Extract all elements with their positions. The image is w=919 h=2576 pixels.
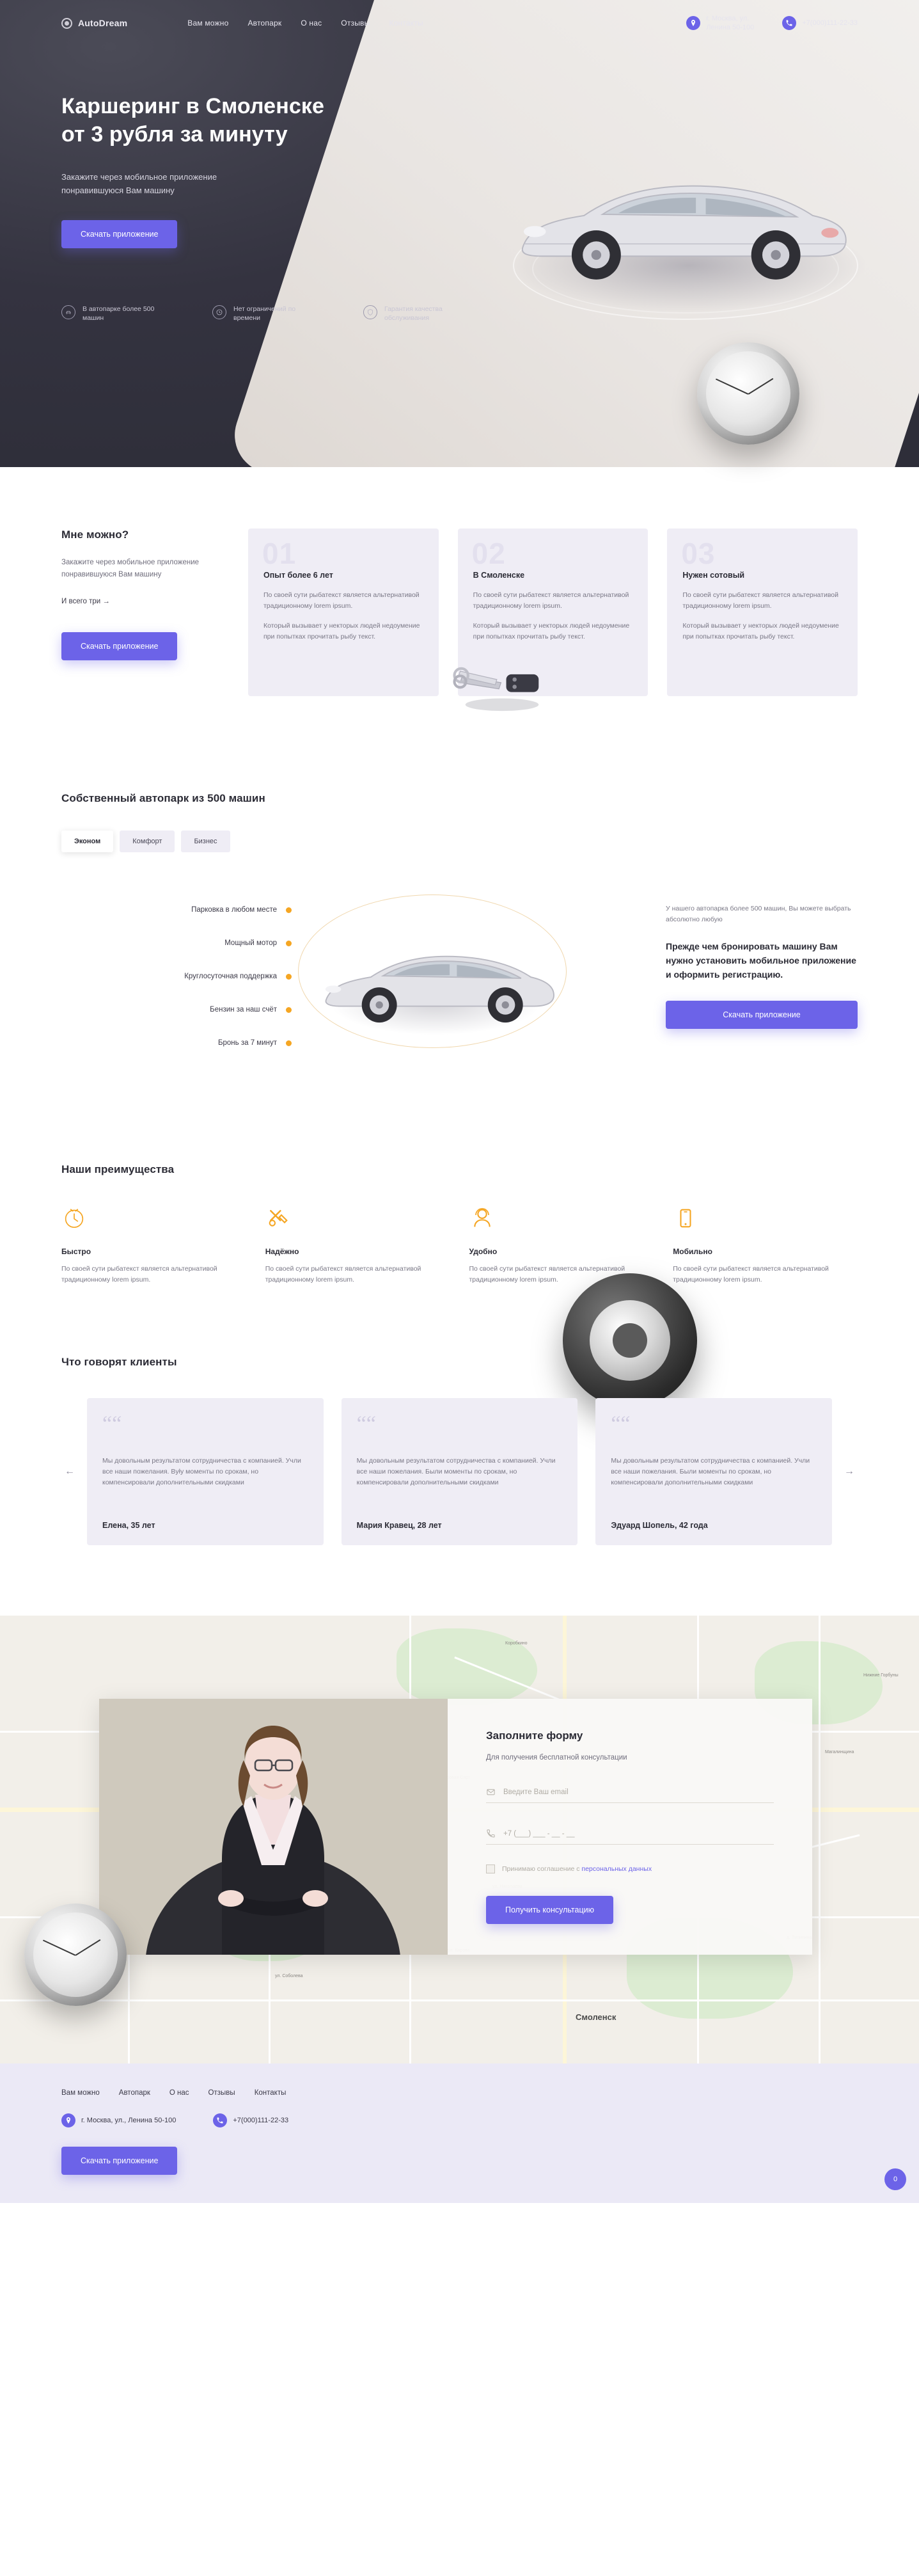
map-label-2: Магалинщина <box>825 1750 854 1754</box>
form-lead: Для получения бесплатной консультации <box>486 1754 627 1761</box>
fleet-download-button[interactable]: Скачать приложение <box>666 1001 858 1029</box>
nav-item-3[interactable]: Отзывы <box>341 19 370 28</box>
advantage-3 <box>673 1205 858 1285</box>
fleet-car-svg <box>311 920 567 1035</box>
page-title <box>61 92 407 148</box>
mobile-phone-icon <box>673 1205 698 1231</box>
about-card-2-p2: Который вызывает у некторых людей недоумение при попытках прочитать рыбу текст. <box>682 622 839 640</box>
footer-link-3[interactable]: Отзывы <box>208 2089 235 2097</box>
fleet-title: Собственный автопарк из 500 машин <box>61 792 265 804</box>
quote-icon: ““ <box>356 1412 376 1436</box>
fleet-section <box>0 696 919 1067</box>
consultation-form-card <box>99 1699 812 1955</box>
consent-row[interactable] <box>486 1864 774 1874</box>
testimonial-1-text: Мы довольным результатом сотрудничества с компанией. Учли все наши пожелания. Были моменты по срокам, но компенсировали дополнительными скидками <box>356 1457 556 1486</box>
main-navigation <box>0 0 919 46</box>
circle-logo-icon <box>61 18 72 29</box>
advantage-0 <box>61 1205 246 1285</box>
testimonial-2-text: Мы довольным результатом сотрудничества с компанией. Учли все наши пожелания. Были моменты по срокам, но компенсировали дополнительными скидками <box>611 1457 810 1486</box>
nav-item-1[interactable]: Автопарк <box>247 19 282 28</box>
footer-link-4[interactable]: Контакты <box>254 2089 287 2097</box>
hero-feature-1-text: Нет ограничений по времени <box>233 305 296 322</box>
advantages-section <box>0 1067 919 1285</box>
advantage-0-title: Быстро <box>61 1247 91 1256</box>
phone-icon <box>486 1829 496 1838</box>
about-card-2-title: Нужен сотовый <box>682 571 745 580</box>
advantage-3-title: Мобильно <box>673 1247 712 1256</box>
tab-business[interactable]: Бизнес <box>181 831 230 852</box>
nav-links <box>187 19 423 28</box>
fleet-note: У нашего автопарка более 500 машин, Вы можете выбрать абсолютно любую <box>666 905 851 923</box>
decorative-clock-top <box>697 342 799 445</box>
phone-field-row <box>486 1822 774 1845</box>
about-card-1-title: В Смоленске <box>473 571 525 580</box>
about-card-0-p1: По своей сути рыбатекст является альтернативой традиционному lorem ipsum. <box>263 591 420 610</box>
header-phone[interactable] <box>782 16 858 30</box>
about-card-1-number: 02 <box>471 537 506 570</box>
consent-prefix: Принимаю соглашение с <box>502 1865 582 1873</box>
about-card-2-p1: По своей сути рыбатекст является альтернативой традиционному lorem ipsum. <box>682 591 839 610</box>
footer-link-2[interactable]: О нас <box>169 2089 189 2097</box>
hero-feature-1 <box>212 305 321 322</box>
testimonial-2 <box>595 1398 832 1545</box>
testimonials-section <box>0 1285 919 1545</box>
testimonials-title: Что говорят клиенты <box>61 1356 177 1368</box>
fleet-car-illustration <box>292 882 666 1067</box>
bullet-dot-icon <box>286 941 292 946</box>
tools-icon <box>265 1205 291 1231</box>
about-card-2-number: 03 <box>681 537 716 570</box>
footer-links <box>61 2089 858 2097</box>
advantages-title: Наши преимущества <box>61 1163 175 1175</box>
nav-item-4[interactable]: Контакты <box>389 19 423 28</box>
consent-text <box>502 1864 652 1874</box>
phone-icon <box>782 16 796 30</box>
header-address-text <box>706 14 754 32</box>
nav-item-2[interactable]: О нас <box>301 19 322 28</box>
footer-address[interactable] <box>61 2113 176 2127</box>
bullet-dot-icon <box>286 974 292 980</box>
clock-icon <box>212 305 226 319</box>
about-description: Закажите через мобильное приложение понравившуюся Вам машину <box>61 559 200 578</box>
about-card-0-title: Опыт более 6 лет <box>263 571 333 580</box>
map-city-label: Смоленск <box>576 2012 617 2022</box>
clock-icon <box>61 1205 87 1231</box>
email-field-row <box>486 1781 774 1803</box>
about-title: Мне можно? <box>61 529 129 541</box>
form-title: Заполните форму <box>486 1729 583 1742</box>
hero-feature-2-text: Гарантия качества обслуживания <box>384 305 443 322</box>
fleet-content <box>61 882 858 1067</box>
support-agent-icon <box>469 1205 495 1231</box>
tab-econom[interactable]: Эконом <box>61 831 113 852</box>
testimonial-2-name: Эдуард Шопель, 42 года <box>611 1521 708 1530</box>
footer-phone[interactable] <box>213 2113 288 2127</box>
advantage-1-text: По своей сути рыбатекст является альтернативой традиционному lorem ipsum. <box>265 1265 421 1284</box>
quote-icon: ““ <box>611 1412 631 1436</box>
advantage-3-text: По своей сути рыбатекст является альтернативой традиционному lorem ipsum. <box>673 1265 829 1284</box>
car-keys-icon <box>448 656 556 714</box>
about-card-0-p2: Который вызывает у некторых людей недоумение при попытках прочитать рыбу текст. <box>263 622 420 640</box>
hero-subtitle: Закажите через мобильное приложение понравившуюся Вам машину <box>61 172 217 195</box>
brand-name: AutoDream <box>78 18 128 28</box>
advantage-2 <box>469 1205 654 1285</box>
advantage-1 <box>265 1205 450 1285</box>
hero-feature-2 <box>363 305 472 322</box>
fleet-feature-0-label: Парковка в любом месте <box>191 906 277 914</box>
fleet-feature-1-label: Мощный мотор <box>224 939 277 947</box>
footer-contacts <box>61 2113 858 2127</box>
bullet-dot-icon <box>286 1007 292 1013</box>
map-label-7: ул. Соболева <box>275 1974 303 1978</box>
fleet-feature-3 <box>61 993 292 1026</box>
about-card-1-p2: Который вызывает у некторых людей недоумение при попытках прочитать рыбу текст. <box>473 622 630 640</box>
hero-car-illustration <box>484 122 893 333</box>
about-left <box>61 529 229 696</box>
fleet-feature-0 <box>61 893 292 926</box>
footer-download-button[interactable]: Скачать приложение <box>61 2147 177 2175</box>
hero-title-line2: от 3 рубля за минуту <box>61 122 288 147</box>
hero-title-line1: Каршеринг в Смоленске <box>61 94 324 118</box>
fleet-right-panel <box>666 882 858 1067</box>
advantage-1-title: Надёжно <box>265 1247 299 1256</box>
clock-hands-bottom <box>24 1904 127 2006</box>
shield-icon <box>363 305 377 319</box>
hero-download-button[interactable]: Скачать приложение <box>61 220 177 248</box>
bullet-dot-icon <box>286 907 292 913</box>
contact-form <box>448 1699 812 1955</box>
testimonials-carousel <box>61 1398 858 1545</box>
map-label-0: Коробкино <box>505 1641 528 1646</box>
arrow-left-icon[interactable]: ← <box>61 1463 78 1480</box>
status-badge[interactable]: 0 <box>884 2168 906 2190</box>
tab-comfort[interactable]: Комфорт <box>120 831 175 852</box>
fleet-feature-2-label: Круглосуточная поддержка <box>184 973 277 980</box>
fleet-feature-4 <box>61 1026 292 1060</box>
consultant-illustration <box>99 1699 448 1955</box>
phone-icon <box>213 2113 227 2127</box>
consultant-photo <box>99 1699 448 1955</box>
envelope-icon <box>486 1787 496 1797</box>
car-icon <box>61 305 75 319</box>
header-phone-text: +7(000)111-22-33 <box>802 19 858 27</box>
consent-checkbox[interactable] <box>486 1864 495 1873</box>
testimonial-0-name: Елена, 35 лет <box>102 1521 155 1530</box>
header-address-line1: г. Москва, ул. <box>706 15 750 22</box>
car-svg <box>497 134 868 294</box>
fleet-feature-3-label: Бензин за наш счёт <box>210 1006 277 1014</box>
testimonial-1-name: Мария Кравец, 28 лет <box>356 1521 442 1530</box>
contact-section <box>0 1616 919 2063</box>
email-field[interactable] <box>503 1788 774 1796</box>
about-card-0 <box>248 529 439 696</box>
footer-phone-text: +7(000)111-22-33 <box>233 2117 289 2124</box>
testimonial-0-text: Мы довольным результатом сотрудничества с компанией. Учли все наши пожелания. Były моменты по срокам, но компенсировали дополнительными скидками <box>102 1457 301 1486</box>
header-address-line2: Ленина 50-100 <box>706 24 755 31</box>
fleet-feature-4-label: Бронь за 7 минут <box>217 1039 277 1047</box>
advantages-list <box>61 1205 858 1285</box>
map-pin-icon <box>61 2113 75 2127</box>
quote-icon: ““ <box>102 1412 122 1436</box>
personal-data-link[interactable]: персональных данных <box>581 1865 652 1873</box>
nav-contacts <box>686 14 858 32</box>
footer-link-0[interactable]: Вам можно <box>61 2089 100 2097</box>
map-pin-icon <box>686 16 700 30</box>
nav-item-0[interactable]: Вам можно <box>187 19 229 28</box>
footer-link-1[interactable]: Автопарк <box>118 2089 150 2097</box>
fleet-feature-2 <box>61 960 292 993</box>
fleet-feature-list <box>61 882 292 1067</box>
brand-logo[interactable] <box>61 18 127 29</box>
site-footer <box>0 2063 919 2203</box>
advantage-0-text: По своей сути рыбатекст является альтернативой традиционному lorem ipsum. <box>61 1265 217 1284</box>
advantage-2-text: По своей сути рыбатекст является альтернативой традиционному lorem ipsum. <box>469 1265 625 1284</box>
hero-feature-0 <box>61 305 170 322</box>
advantage-2-title: Удобно <box>469 1247 498 1256</box>
about-card-0-number: 01 <box>262 537 297 570</box>
hero-feature-0-text: В автопарке более 500 машин <box>82 305 155 322</box>
decorative-clock-bottom <box>24 1904 127 2006</box>
fleet-feature-1 <box>61 926 292 960</box>
fleet-tabs <box>61 831 858 852</box>
map-label-1: Нижние Горбуны <box>863 1673 899 1678</box>
bullet-dot-icon <box>286 1040 292 1046</box>
testimonial-1 <box>342 1398 578 1545</box>
about-link[interactable]: И всего три → <box>61 598 110 605</box>
testimonial-0 <box>87 1398 324 1545</box>
arrow-right-icon[interactable]: → <box>841 1463 858 1480</box>
fleet-highlight: Прежде чем бронировать машину Вам нужно установить мобильное приложение и оформить регистрацию. <box>666 941 856 980</box>
about-download-button[interactable]: Скачать приложение <box>61 632 177 660</box>
about-card-2 <box>667 529 858 696</box>
footer-address-text: г. Москва, ул., Ленина 50-100 <box>81 2117 177 2124</box>
submit-consultation-button[interactable]: Получить консультацию <box>486 1896 613 1924</box>
header-address[interactable] <box>686 14 754 32</box>
about-card-1-p1: По своей сути рыбатекст является альтернативой традиционному lorem ipsum. <box>473 591 629 610</box>
decorative-car-keys <box>448 656 556 714</box>
phone-field[interactable] <box>503 1830 774 1838</box>
clock-hands-top <box>697 342 799 445</box>
